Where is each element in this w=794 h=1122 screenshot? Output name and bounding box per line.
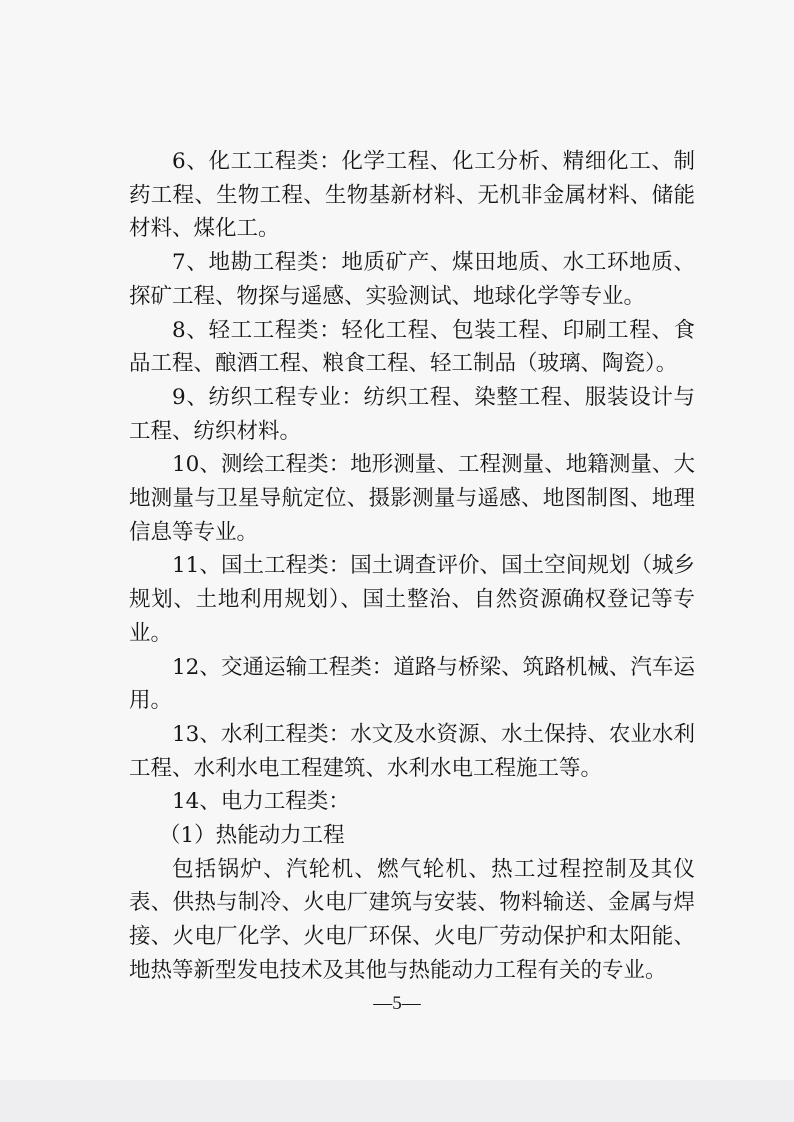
paragraph-land-engineering: 11、国土工程类：国土调查评价、国土空间规划（城乡规划、土地利用规划）、国土整治、自然资源确权登记等专业。 bbox=[129, 553, 695, 646]
body-text bbox=[129, 145, 695, 988]
paragraph-chemical-engineering: 6、化工工程类：化学工程、化工分析、精细化工、制药工程、生物工程、生物基新材料、无机非金属材料、储能材料、煤化工。 bbox=[129, 149, 695, 242]
subheading-thermal-power: （1）热能动力工程 bbox=[159, 823, 345, 849]
paragraph-thermal-power-detail: 包括锅炉、汽轮机、燃气轮机、热工过程控制及其仪表、供热与制冷、火电厂建筑与安装、物料输送、金属与焊接、火电厂化学、火电厂环保、火电厂劳动保护和太阳能、地热等新型发电技术及其他与热能动力工程有关的专业。 bbox=[129, 856, 695, 983]
paragraph-light-industry: 8、轻工工程类：轻化工程、包装工程、印刷工程、食品工程、酿酒工程、粮食工程、轻工制品（玻璃、陶瓷）。 bbox=[129, 317, 695, 377]
paragraph-geological-engineering: 7、地勘工程类：地质矿产、煤田地质、水工环地质、探矿工程、物探与遥感、实验测试、地球化学等专业。 bbox=[129, 250, 695, 309]
paragraph-power-engineering: 14、电力工程类： bbox=[172, 789, 350, 815]
paragraph-textile-engineering: 9、纺织工程专业：纺织工程、染整工程、服装设计与工程、纺织材料。 bbox=[129, 384, 695, 444]
paragraph-water-conservancy: 13、水利工程类：水文及水资源、水土保持、农业水利工程、水利水电工程建筑、水利水电工程施工等。 bbox=[129, 721, 695, 781]
paragraph-surveying-mapping: 10、测绘工程类：地形测量、工程测量、地籍测量、大地测量与卫星导航定位、摄影测量与遥感、地图制图、地理信息等专业。 bbox=[129, 452, 695, 545]
page-number: —5— bbox=[373, 993, 421, 1014]
scan-bottom-edge bbox=[0, 1080, 794, 1122]
paragraph-transport-engineering: 12、交通运输工程类：道路与桥梁、筑路机械、汽车运用。 bbox=[129, 654, 695, 714]
